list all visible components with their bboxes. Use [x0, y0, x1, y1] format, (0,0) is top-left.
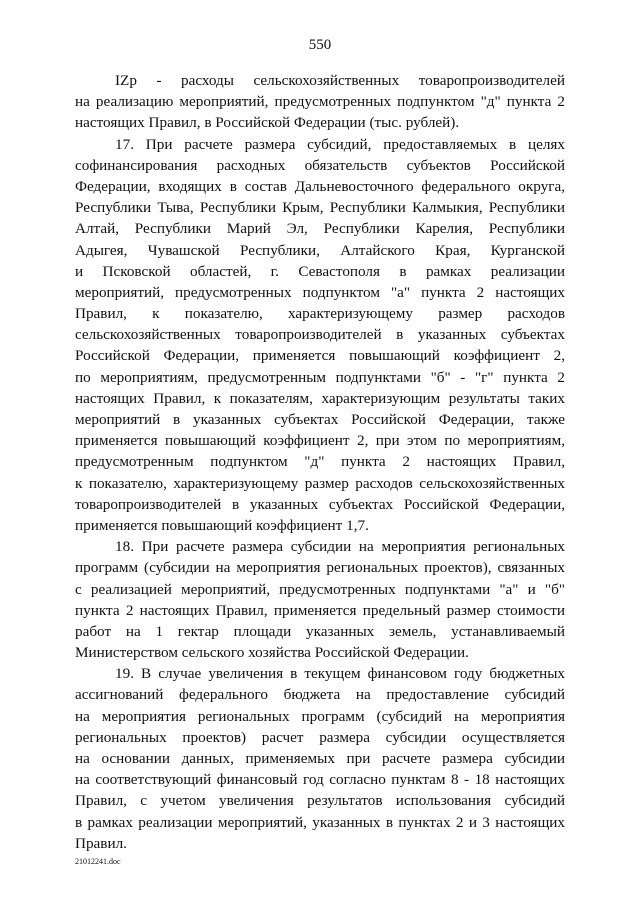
- text-line: Республики Тыва, Республики Крым, Республики Калмыкия, Республики: [75, 199, 565, 217]
- text-line: мероприятий в указанных субъектах Российской Федерации, также: [75, 411, 565, 428]
- text-line: к показателю, характеризующему размер расходов сельскохозяйственных: [75, 474, 565, 492]
- text-line: Алтай, Республики Марий Эл, Республики Карелия, Республики: [75, 220, 565, 238]
- text-line: мероприятий, предусмотренных подпунктом "а" пункта 2 настоящих: [75, 283, 565, 301]
- text-line: по мероприятиям, предусмотренным подпунктами "б" - "г" пункта 2: [75, 368, 565, 386]
- text-line: и Псковской областей, г. Севастополя в рамках реализации: [75, 262, 565, 280]
- text-line: IZр - расходы сельскохозяйственных товаропроизводителей: [115, 72, 565, 89]
- text-line: на соответствующий финансовый год согласно пунктам 8 - 18 настоящих: [75, 771, 565, 789]
- text-line: софинансирования расходных обязательств субъектов Российской: [75, 156, 565, 174]
- text-line: пункта 2 настоящих Правил, применяется предельный размер стоимости: [75, 601, 565, 619]
- text-line: 19. В случае увеличения в текущем финансовом году бюджетных: [115, 665, 565, 683]
- text-line: с реализацией мероприятий, предусмотренных подпунктами "а" и "б": [75, 580, 565, 598]
- text-line: 17. При расчете размера субсидий, предоставляемых в целях: [115, 135, 565, 153]
- text-line: Правил.: [75, 834, 127, 852]
- page-number: 550: [308, 37, 332, 53]
- text-line: настоящих Правил, к показателям, характеризующим результаты таких: [75, 389, 565, 407]
- text-line: на реализацию мероприятий, предусмотренных подпунктом "д" пункта 2: [75, 93, 565, 111]
- text-line: ассигнований федерального бюджета на предоставление субсидий: [75, 686, 565, 704]
- text-line: в рамках реализации мероприятий, указанных в пунктах 2 и 3 настоящих: [75, 813, 565, 831]
- text-line: Адыгея, Чувашской Республики, Алтайского Края, Курганской: [75, 241, 565, 259]
- text-line: применяется повышающий коэффициент 1,7.: [75, 516, 369, 534]
- text-line: Правил, к показателю, характеризующему размер расходов: [75, 305, 565, 323]
- text-line: Федерации, входящих в состав Дальневосточного федерального округа,: [75, 177, 565, 195]
- text-line: товаропроизводителей в указанных субъектах Российской Федерации,: [75, 495, 565, 513]
- text-line: на мероприятия региональных программ (субсидий на мероприятия: [75, 707, 565, 725]
- text-line: региональных проектов) расчет размера субсидии осуществляется: [75, 728, 565, 746]
- text-line: на основании данных, применяемых при расчете размера субсидии: [75, 750, 565, 767]
- text-line: настоящих Правил, в Российской Федерации (тыс. рублей).: [75, 114, 460, 132]
- text-line: Министерством сельского хозяйства Российской Федерации.: [75, 644, 469, 662]
- document-body: [75, 70, 565, 854]
- text-line: применяется повышающий коэффициент 2, при этом по мероприятиям,: [75, 432, 565, 450]
- footer-filename: 21012241.doc: [75, 857, 121, 866]
- text-line: сельскохозяйственных товаропроизводителей в указанных субъектах: [75, 326, 565, 344]
- text-line: работ на 1 гектар площади указанных земель, устанавливаемый: [75, 622, 565, 640]
- text-line: предусмотренным подпунктом "д" пункта 2 настоящих Правил,: [75, 453, 565, 471]
- text-line: Российской Федерации, применяется повышающий коэффициент 2,: [75, 347, 565, 365]
- text-line: 18. При расчете размера субсидии на мероприятия региональных: [115, 538, 565, 556]
- text-line: Правил, с учетом увеличения результатов использования субсидий: [75, 792, 565, 810]
- text-line: программ (субсидии на мероприятия региональных проектов), связанных: [75, 559, 565, 577]
